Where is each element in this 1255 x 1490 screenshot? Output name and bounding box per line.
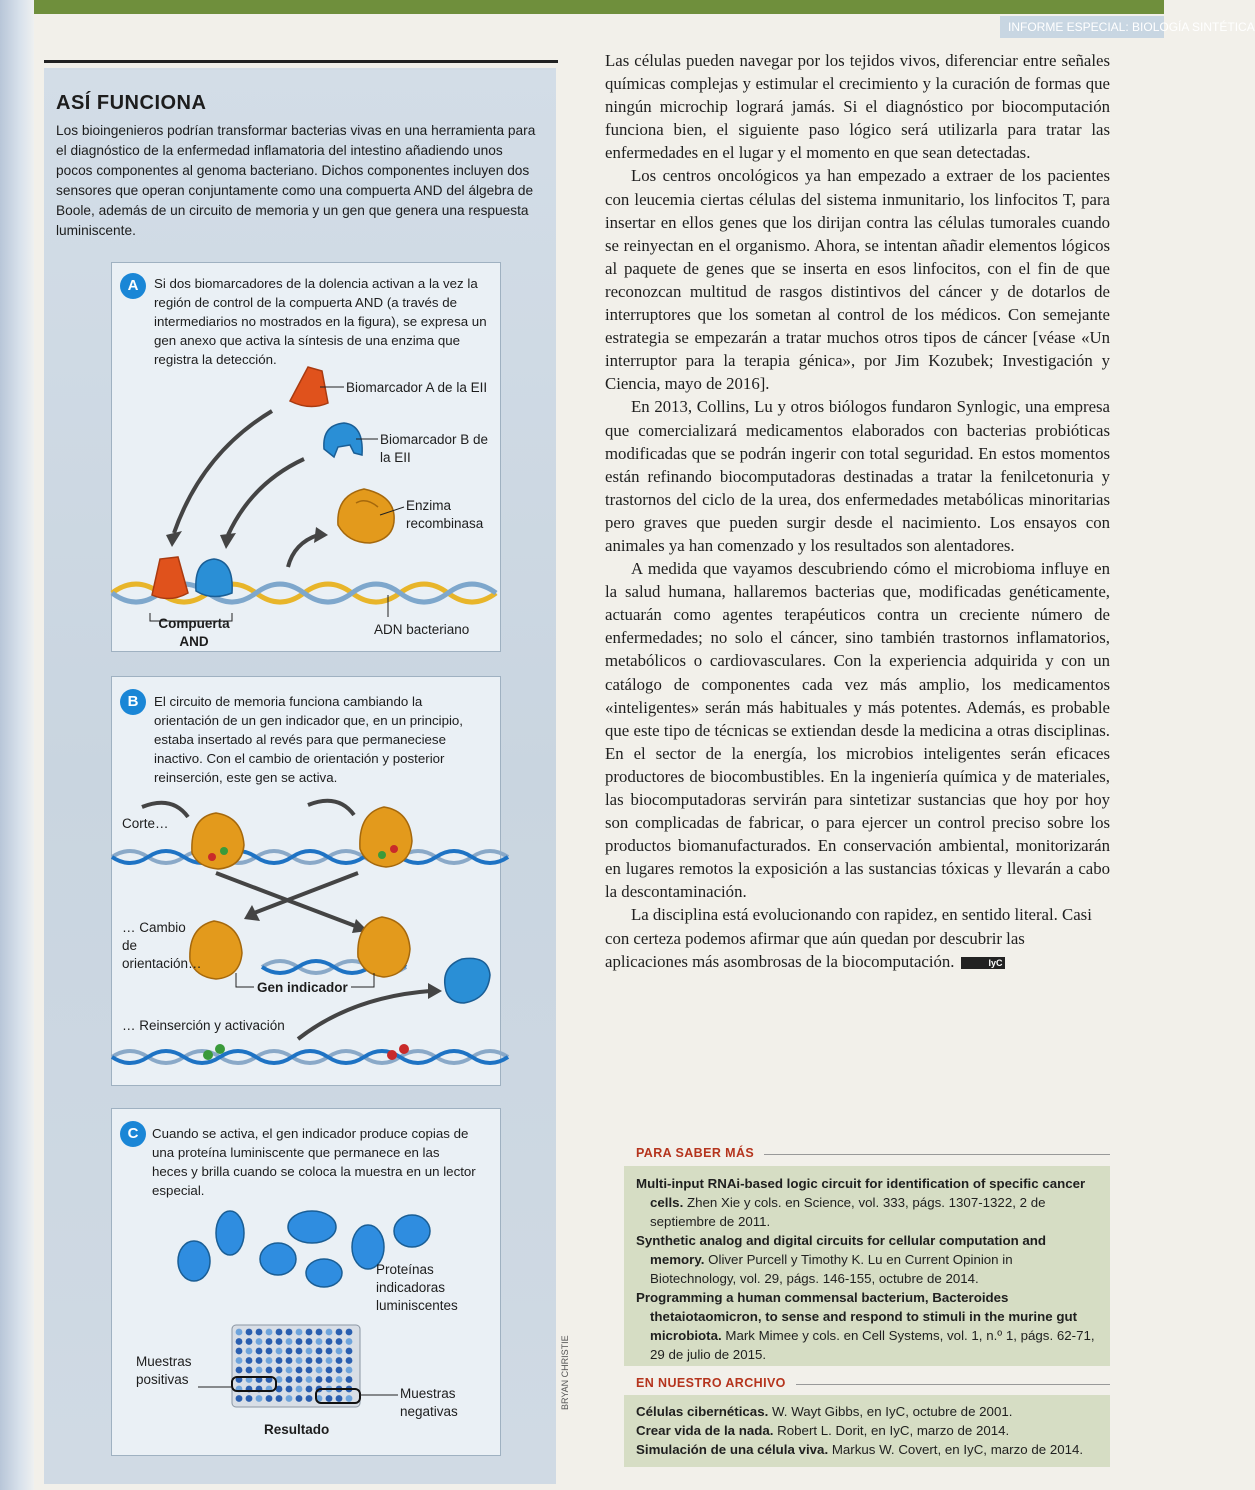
label-positive-samples: Muestras positivas (136, 1354, 192, 1387)
plate-well (246, 1348, 253, 1355)
panel-a-badge: A (120, 273, 146, 299)
label-biomarker-b: Biomarcador B de la EII (380, 432, 489, 465)
plate-well (276, 1348, 283, 1355)
arrow-a-to-gate-icon (174, 411, 272, 533)
plate-well (306, 1376, 313, 1383)
dna-strand-bottom-icon (112, 1051, 508, 1063)
plate-well (256, 1329, 263, 1336)
plate-well (336, 1367, 343, 1374)
arrow-to-enzyme-icon (288, 535, 318, 567)
plate-well (316, 1329, 323, 1336)
plate-well (336, 1395, 343, 1402)
label-reinsertion: … Reinserción y activación (122, 1018, 285, 1033)
plate-well (276, 1338, 283, 1345)
panel-a (111, 262, 501, 652)
article-paragraph-text: La disciplina está evolucionando con rapidez, en sentido literal. Casi con certeza podemos afirmar que aún quedan por descubrir las aplicaciones más asombrosas de la biocomputación. (605, 905, 1092, 971)
plate-well (236, 1395, 243, 1402)
plate-well (266, 1367, 273, 1374)
plate-well (296, 1376, 303, 1383)
plate-well (286, 1367, 293, 1374)
plate-well (276, 1367, 283, 1374)
plate-well (296, 1395, 303, 1402)
plate-well (306, 1386, 313, 1393)
further-reading-rule (764, 1154, 1110, 1155)
plate-well (236, 1357, 243, 1364)
panel-b-text: El circuito de memoria funciona cambiando la orientación de un gen indicador que, en un principio, estaba insertado al revés para que permaneciese inactivo. Con el cambio de orientación y posterior reinserción, este gen se activa. (154, 694, 464, 785)
recombinase-enzyme-icon (338, 489, 394, 543)
label-result: Resultado (264, 1422, 330, 1437)
plate-well (296, 1386, 303, 1393)
article-paragraph: Los centros oncológicos ya han empezado a extraer de los pacientes con leucemia ciertas células del sistema inmunitario, los linfocitos T, para insertar en ellos genes que los dirijan contra las células tumorales cuando se reinyectan en el organismo. Ahora, se intentan añadir elementos lógicos al paquete de genes que se inserta en esos linfocitos, con el fin de que reconozcan multitud de rasgos distintivos del cáncer y de dotarlos de interruptores que los sometan al control de los médicos. Con semejante estrategia se empezarán a tratar muchos otros tipos de cáncer [véase «Un interruptor para la terapia génica», por Jim Kozubek; Investigación y Ciencia, mayo de 2016]. (605, 166, 1110, 394)
plate-well (316, 1338, 323, 1345)
plate-well (286, 1386, 293, 1393)
plate-well (336, 1338, 343, 1345)
archive-item: Células cibernéticas. W. Wayt Gibbs, en IyC, octubre de 2001. (636, 1404, 1013, 1419)
gate-biomarker-b-icon (196, 559, 232, 597)
plate-well (276, 1329, 283, 1336)
plate-well (256, 1357, 263, 1364)
plate-well (266, 1348, 273, 1355)
plate-well (326, 1348, 333, 1355)
plate-well (236, 1338, 243, 1345)
article-paragraph (605, 903, 1110, 972)
plate-well (256, 1367, 263, 1374)
plate-well (286, 1376, 293, 1383)
page-binding-shadow (0, 0, 34, 1490)
plate-well (286, 1395, 293, 1402)
archive-item: Simulación de una célula viva. Markus W. Covert, en IyC, marzo de 2014. (636, 1442, 1084, 1457)
plate-well (246, 1367, 253, 1374)
plate-well (296, 1357, 303, 1364)
plate-well (296, 1329, 303, 1336)
plate-well (346, 1348, 353, 1355)
plate-well (316, 1348, 323, 1355)
plate-well (266, 1395, 273, 1402)
plate-well (296, 1348, 303, 1355)
label-orientation-change: … Cambio de orientación… (122, 920, 202, 971)
plate-well (246, 1329, 253, 1336)
label-luminescent-proteins: Proteínas indicadoras luminiscentes (376, 1262, 458, 1313)
article-body (605, 49, 1110, 973)
article-paragraph: En 2013, Collins, Lu y otros biólogos fundaron Synlogic, una empresa que comercializará medicamentos elaborados con bacterias probióticas modificadas que se podrán ingerir con total seguridad. En estos momentos están refinando biocomputadoras destinadas a tratar la fenilcetonuria y trastornos del ciclo de la urea, dos enfermedades metabólicas minoritarias pero graves que pueden surgir desde el nacimiento. Los ensayos con animales ya han comenzado y los resultados son alentadores. (605, 397, 1110, 555)
plate-well (266, 1338, 273, 1345)
further-reading-heading: PARA SABER MÁS (636, 1146, 755, 1160)
illustration-credit: BRYAN CHRISTIE (560, 1335, 570, 1410)
plate-well (316, 1357, 323, 1364)
plate-well (286, 1338, 293, 1345)
gate-biomarker-a-icon (152, 557, 188, 599)
plate-well (286, 1348, 293, 1355)
reference-item: Programming a human commensal bacterium, Bacteroides thetaiotaomicron, to sense and respond to stimuli in the murine gut microbiota. Mark Mimee y cols. en Cell Systems, vol. 1, n.º 1, págs. 62-71, 29 de julio de 2015. (636, 1290, 1095, 1362)
panel-b-badge: B (120, 689, 146, 715)
plate-well (266, 1329, 273, 1336)
panel-a-text: Si dos biomarcadores de la dolencia activan a la vez la región de control de la compuerta AND (a través de intermediarios no mostrados en la figura), se expresa un gen anexo que activa la síntesis de una enzima que registra la detección. (154, 276, 487, 367)
plate-well (306, 1357, 313, 1364)
plate-well (326, 1367, 333, 1374)
plate-well (336, 1376, 343, 1383)
plate-well (316, 1367, 323, 1374)
plate-well (286, 1329, 293, 1336)
panel-c-text: Cuando se activa, el gen indicador produce copias de una proteína luminiscente que permanece en las heces y brilla cuando se coloca la muestra en un lector especial. (152, 1126, 476, 1198)
plate-well (306, 1395, 313, 1402)
protein-output-icon (445, 958, 490, 1003)
well-plate-icon (232, 1325, 360, 1407)
plate-well (296, 1367, 303, 1374)
plate-well (276, 1357, 283, 1364)
infobox-title: ASÍ FUNCIONA (56, 92, 207, 114)
plate-well (306, 1348, 313, 1355)
plate-well (336, 1357, 343, 1364)
plate-well (246, 1395, 253, 1402)
article-paragraph: A medida que vayamos descubriendo cómo el microbioma influye en la salud humana, hallaremos bacterias que, modificadas genéticamente, actuarán como agentes terapéuticos contra un creciente número de enfermedades; no solo el cáncer, sino también trastornos inflamatorios, metabólicos o cardiovasculares. Con la experiencia adquirida y con un catálogo de componentes cada vez más amplio, los medicamentos «inteligentes» serán más habituales y más potentes. Además, es probable que este tipo de técnicas se extiendan desde la medicina a otras disciplinas. En el sector de la energía, los microbios inteligentes serán eficaces productores de biocombustibles. En la ingeniería química y de materiales, las biocomputadoras servirán para sintetizar sustancias que hoy por hoy son complicadas de fabricar, o para ejercer un control preciso sobre los productos biomanufacturados. En conservación ambiental, monitorizarán en lugares remotos la exposición a las sustancias tóxicas y llevarán a cabo la descontaminación. (605, 559, 1110, 902)
label-enzyme: Enzima recombinasa (406, 498, 484, 531)
panel-c-badge: C (120, 1121, 146, 1147)
plate-well (346, 1376, 353, 1383)
plate-well (236, 1367, 243, 1374)
plate-well (336, 1348, 343, 1355)
enzyme-cut-right-icon (360, 807, 412, 867)
plate-well (266, 1357, 273, 1364)
panel-b (111, 676, 501, 1086)
plate-well (326, 1357, 333, 1364)
panel-c (111, 1108, 501, 1456)
plate-well (346, 1357, 353, 1364)
archive-item: Crear vida de la nada. Robert L. Dorit, en IyC, marzo de 2014. (636, 1423, 1010, 1438)
label-indicator-gene: Gen indicador (254, 979, 351, 997)
label-negative-samples: Muestras negativas (400, 1386, 458, 1419)
plate-well (326, 1395, 333, 1402)
top-color-strip (0, 0, 1164, 14)
plate-well (246, 1357, 253, 1364)
plate-well (256, 1338, 263, 1345)
plate-well (236, 1329, 243, 1336)
plate-well (326, 1338, 333, 1345)
plate-well (306, 1329, 313, 1336)
plate-well (256, 1348, 263, 1355)
archive-rule (796, 1384, 1110, 1385)
plate-well (346, 1329, 353, 1336)
label-biomarker-a: Biomarcador A de la EII (346, 380, 488, 395)
enzyme-change-right-icon (358, 917, 410, 977)
archive-heading: EN NUESTRO ARCHIVO (636, 1376, 786, 1390)
reference-item: Multi-input RNAi-based logic circuit for identification of specific cancer cells. Zhen Xie y cols. en Science, vol. 333, págs. 1307-1322, 2 de septiembre de 2011. (636, 1176, 1086, 1229)
label-cut: Corte… (122, 816, 169, 831)
arrow-b-to-gate-icon (228, 459, 304, 535)
dna-strand-top-icon (112, 851, 508, 863)
plate-well (346, 1367, 353, 1374)
article-paragraph: Las células pueden navegar por los tejidos vivos, diferenciar entre señales químicas complejas y estimular el crecimiento y la curación de formas que ningún microchip logrará jamás. Si el diagnóstico por biocomputación funciona bien, el siguiente paso lógico será utilizarla para tratar las enfermedades en el lugar y el momento en que sean detectadas. (605, 51, 1110, 163)
plate-well (286, 1357, 293, 1364)
plate-well (256, 1395, 263, 1402)
plate-well (326, 1329, 333, 1336)
plate-well (316, 1376, 323, 1383)
plate-well (306, 1338, 313, 1345)
plate-well (326, 1376, 333, 1383)
cut-arrow-right-icon (308, 801, 354, 815)
running-head: INFORME ESPECIAL: BIOLOGÍA SINTÉTICA (1000, 16, 1164, 38)
infobox-intro: Los bioingenieros podrían transformar bacterias vivas en una herramienta para el diagnóstico de la enfermedad inflamatoria del intestino añadiendo unos pocos componentes al genoma bacteriano. Dichos componentes incluyen dos sensores que operan conjuntamente como una compuerta AND del álgebra de Boole, además de un circuito de memoria y un gen que genera una respuesta luminiscente. (56, 123, 536, 238)
reference-item: Synthetic analog and digital circuits for cellular computation and memory. Oliver Purcell y Timothy K. Lu en Current Opinion in Biotechnology, vol. 29, págs. 146-155, octubre de 2014. (636, 1233, 1047, 1286)
label-and-gate: Compuerta AND (158, 616, 230, 649)
biomarker-b-icon (324, 423, 362, 457)
plate-well (296, 1338, 303, 1345)
enzyme-cut-left-icon (192, 813, 244, 869)
plate-well (346, 1395, 353, 1402)
infobox-top-rule (44, 60, 558, 63)
end-mark: IyC (961, 957, 1005, 969)
plate-well (306, 1367, 313, 1374)
plate-well (236, 1348, 243, 1355)
plate-well (346, 1338, 353, 1345)
plate-well (336, 1329, 343, 1336)
plate-well (276, 1395, 283, 1402)
reinsertion-arrow-icon (298, 991, 430, 1039)
plate-well (246, 1338, 253, 1345)
label-bacterial-dna: ADN bacteriano (374, 622, 470, 637)
